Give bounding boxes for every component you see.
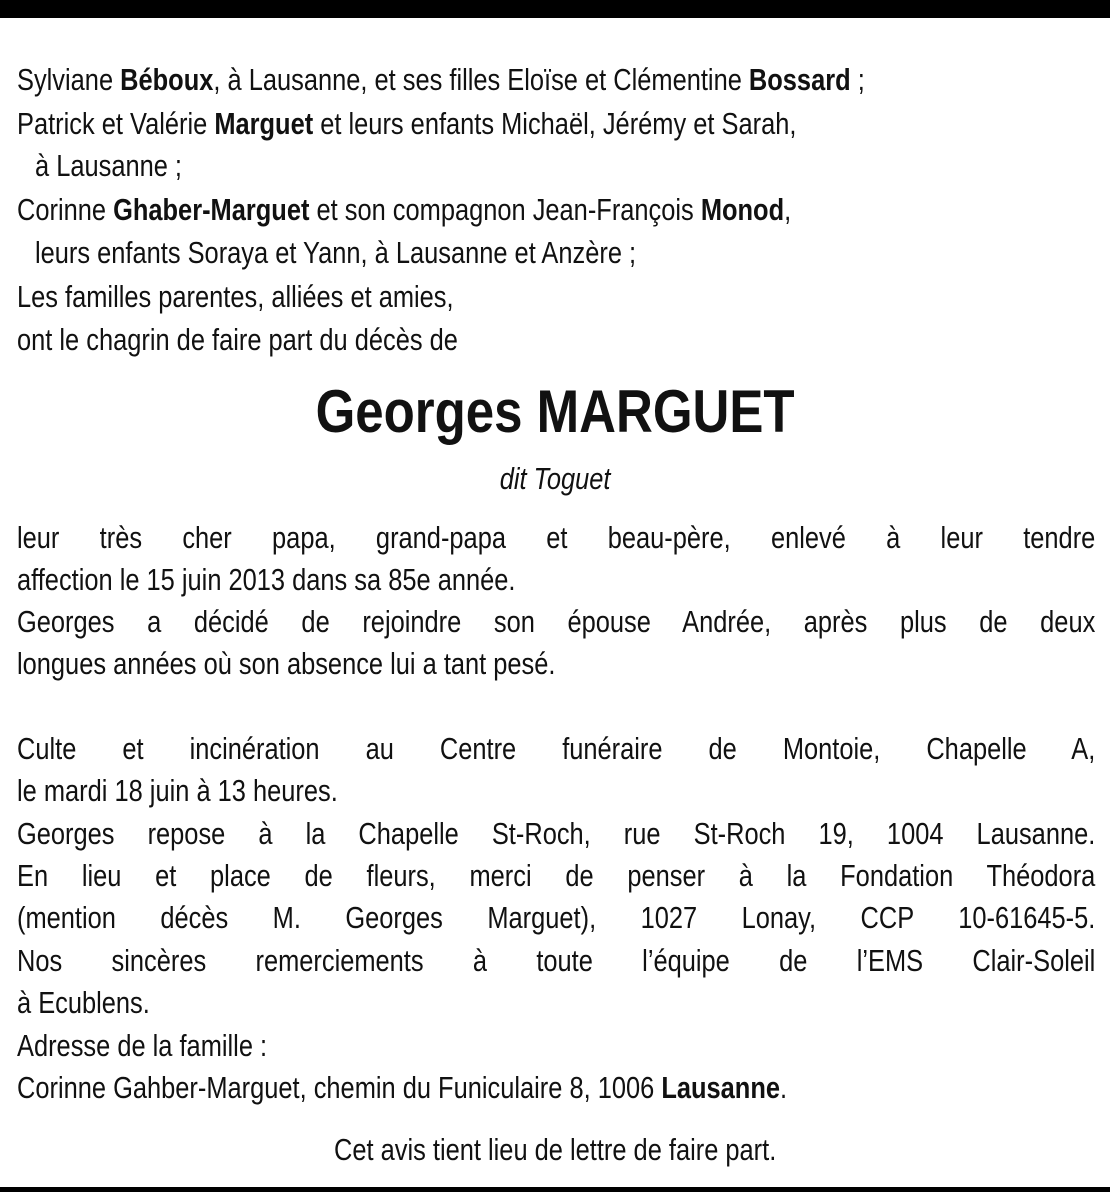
text: Sylviane [17, 62, 121, 97]
family-line-4 [17, 190, 1095, 230]
text: Corinne Gahber-Marguet, chemin du Funiculaire 8, 1006 [17, 1070, 662, 1105]
footer-note: Cet avis tient lieu de lettre de faire part. [334, 1132, 777, 1167]
body-line: longues années où son absence lui a tant pesé. [17, 646, 556, 681]
surname: Marguet [214, 106, 314, 141]
body-line: (mention décès M. Georges Marguet), 1027 Lonay, CCP 10-61645-5. [17, 900, 1096, 935]
address-label: Adresse de la famille : [17, 1028, 268, 1063]
family-line-1 [17, 60, 1095, 100]
deceased-nickname: dit Toguet [499, 461, 611, 496]
family-line-5: leurs enfants Soraya et Yann, à Lausanne et Anzère ; [35, 235, 637, 270]
text: ; [850, 62, 865, 97]
surname: Bossard [748, 62, 851, 97]
text: , [784, 192, 792, 227]
surname: Béboux [120, 62, 214, 97]
city: Lausanne [661, 1070, 780, 1105]
text: et son compagnon Jean-François [309, 192, 701, 227]
family-line-3: à Lausanne ; [35, 148, 182, 183]
text: et leurs enfants Michaël, Jérémy et Sarah, [313, 106, 797, 141]
text: . [779, 1070, 788, 1105]
bottom-border [0, 1187, 1110, 1192]
body-line: En lieu et place de fleurs, merci de penser à la Fondation Théodora [17, 858, 1096, 893]
body-line: Nos sincères remerciements à toute l’équipe de l’EMS Clair-Soleil [17, 943, 1096, 978]
body-line: affection le 15 juin 2013 dans sa 85e année. [17, 562, 516, 597]
family-address [17, 1068, 1095, 1108]
body-line: Culte et incinération au Centre funéraire de Montoie, Chapelle A, [17, 731, 1096, 766]
top-border [0, 0, 1110, 18]
text: , à Lausanne, et ses filles Eloïse et Clémentine [213, 62, 749, 97]
body-line: Georges repose à la Chapelle St-Roch, rue St-Roch 19, 1004 Lausanne. [17, 816, 1096, 851]
surname: Ghaber-Marguet [113, 192, 310, 227]
body-line: Georges a décidé de rejoindre son épouse Andrée, après plus de deux [17, 604, 1096, 639]
surname: Monod [700, 192, 785, 227]
deceased-name: Georges MARGUET [315, 378, 795, 445]
family-line-2 [17, 104, 1095, 144]
body-line: le mardi 18 juin à 13 heures. [17, 773, 338, 808]
family-line-7: ont le chagrin de faire part du décès de [17, 322, 458, 357]
text: Corinne [17, 192, 114, 227]
family-line-6: Les familles parentes, alliées et amies, [17, 279, 454, 314]
body-line: à Ecublens. [17, 985, 150, 1020]
text: Patrick et Valérie [17, 106, 215, 141]
body-line: leur très cher papa, grand-papa et beau-père, enlevé à leur tendre [17, 520, 1096, 555]
